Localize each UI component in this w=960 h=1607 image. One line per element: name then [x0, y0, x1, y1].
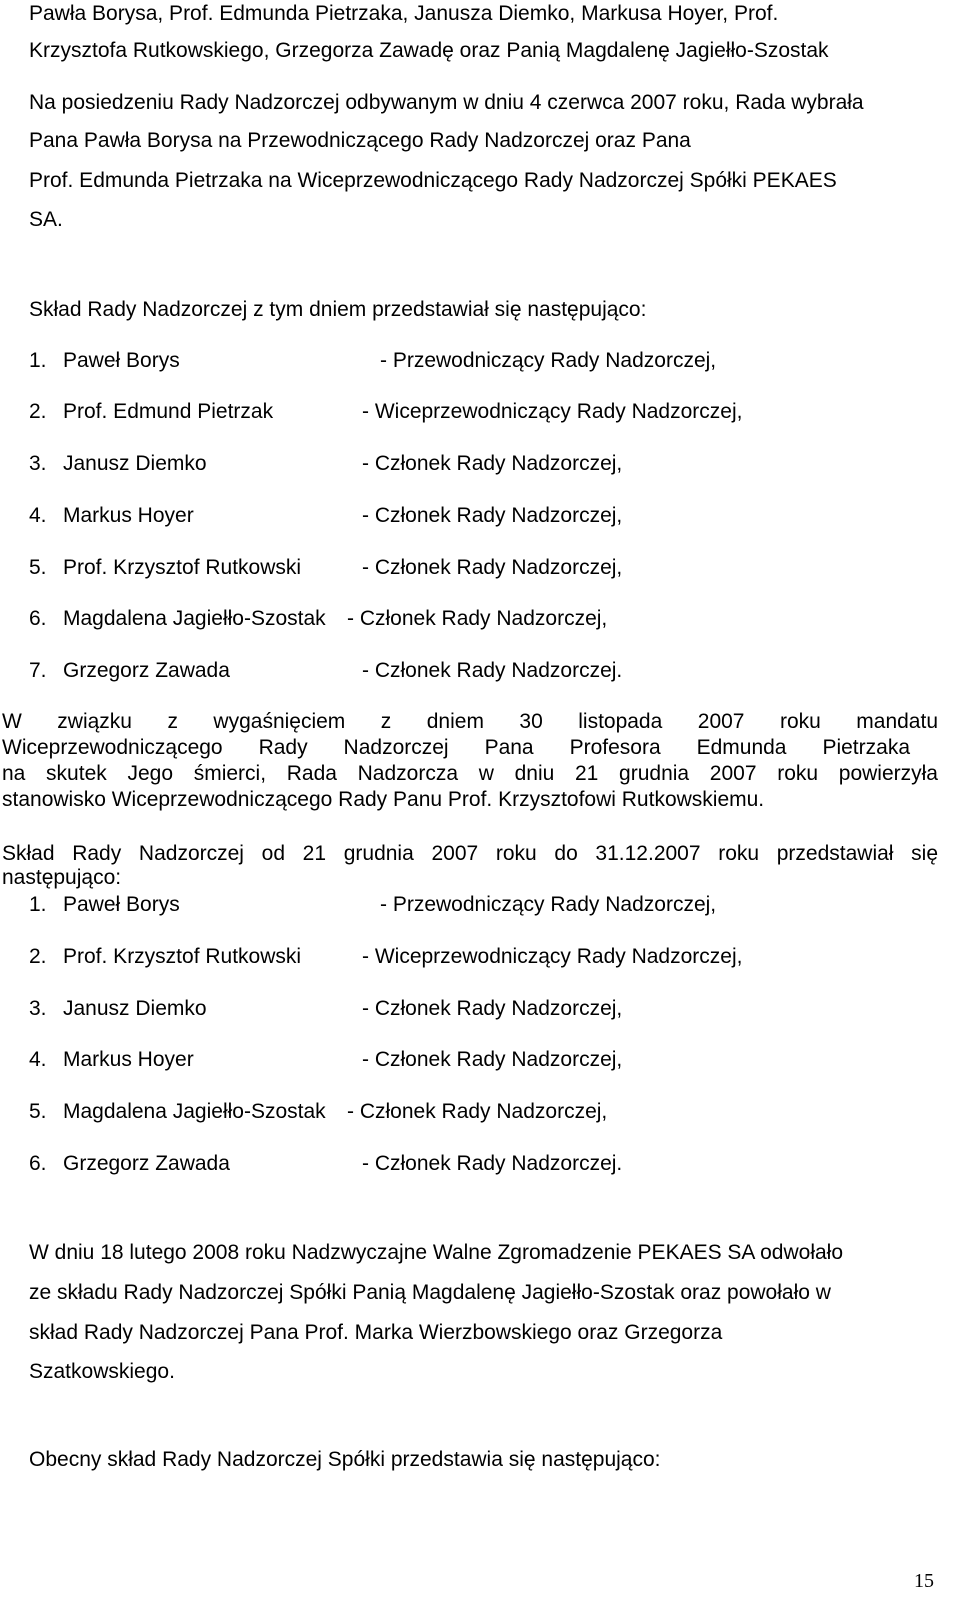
intro-line: Na posiedzeniu Rady Nadzorczej odbywanym w dniu 4 czerwca 2007 roku, Rada wybrała — [29, 91, 864, 114]
member-name: Paweł Borys — [63, 349, 180, 372]
list-item-number: 1. — [29, 349, 47, 372]
member-name: Magdalena Jagiełło-Szostak — [63, 1100, 326, 1123]
member-name: Prof. Krzysztof Rutkowski — [63, 556, 302, 579]
intro-line: Prof. Edmunda Pietrzaka na Wiceprzewodniczącego Rady Nadzorczej Spółki PEKAES — [29, 169, 837, 192]
member-role: - Wiceprzewodniczący Rady Nadzorczej, — [362, 400, 743, 423]
intro-line: Krzysztofa Rutkowskiego, Grzegorza Zawadę oraz Panią Magdalenę Jagiełło-Szostak — [29, 39, 829, 62]
intro-line: Pawła Borysa, Prof. Edmunda Pietrzaka, Janusza Diemko, Markusa Hoyer, Prof. — [29, 2, 779, 25]
member-name: Markus Hoyer — [63, 504, 194, 527]
composition-heading: Skład Rady Nadzorczej z tym dniem przedstawiał się następująco: — [29, 298, 647, 321]
list-item-number: 2. — [29, 400, 47, 423]
member-role: - Wiceprzewodniczący Rady Nadzorczej, — [362, 945, 743, 968]
member-name: Prof. Krzysztof Rutkowski — [63, 945, 302, 968]
list-item — [29, 1100, 929, 1124]
list-item — [29, 504, 929, 528]
list-item-number: 4. — [29, 1048, 47, 1071]
list-item-number: 3. — [29, 452, 47, 475]
member-name: Paweł Borys — [63, 893, 180, 916]
member-name: Markus Hoyer — [63, 1048, 194, 1071]
member-role: - Członek Rady Nadzorczej, — [362, 556, 623, 579]
paragraph-death-line: stanowisko Wiceprzewodniczącego Rady Panu Prof. Krzysztofowi Rutkowskiemu. — [2, 788, 765, 811]
member-role: - Członek Rady Nadzorczej, — [362, 504, 623, 527]
closing-statement: Obecny skład Rady Nadzorczej Spółki przedstawia się następująco: — [29, 1448, 661, 1471]
paragraph-death-line: na skutek Jego śmierci, Rada Nadzorcza w dniu 21 grudnia 2007 roku powierzyła — [2, 762, 938, 785]
list-item-number: 1. — [29, 893, 47, 916]
composition-heading: Skład Rady Nadzorczej od 21 grudnia 2007 roku do 31.12.2007 roku przedstawiał się — [2, 842, 938, 865]
intro-line: Pana Pawła Borysa na Przewodniczącego Rady Nadzorczej oraz Pana — [29, 129, 691, 152]
list-item-number: 5. — [29, 1100, 47, 1123]
member-name: Magdalena Jagiełło-Szostak — [63, 607, 326, 630]
member-role: - Przewodniczący Rady Nadzorczej, — [380, 349, 717, 372]
list-item-number: 2. — [29, 945, 47, 968]
member-role: - Członek Rady Nadzorczej. — [362, 1152, 623, 1175]
paragraph-2008-line: skład Rady Nadzorczej Pana Prof. Marka Wierzbowskiego oraz Grzegorza — [29, 1321, 723, 1344]
list-item — [29, 659, 929, 683]
paragraph-death-line: Wiceprzewodniczącego Rady Nadzorczej Pana Profesora Edmunda Pietrzaka — [2, 736, 910, 759]
paragraph-2008-line: Szatkowskiego. — [29, 1360, 175, 1383]
paragraph-2008-line: ze składu Rady Nadzorczej Spółki Panią Magdalenę Jagiełło-Szostak oraz powołało w — [29, 1281, 831, 1304]
page-number: 15 — [914, 1570, 934, 1592]
list-item-number: 7. — [29, 659, 47, 682]
list-item — [29, 1048, 929, 1072]
member-role: - Przewodniczący Rady Nadzorczej, — [380, 893, 717, 916]
list-item-number: 6. — [29, 607, 47, 630]
list-item — [29, 997, 929, 1021]
list-item — [29, 1152, 929, 1176]
list-item — [29, 452, 929, 476]
member-name: Janusz Diemko — [63, 452, 207, 475]
member-role: - Członek Rady Nadzorczej, — [362, 997, 623, 1020]
list-item — [29, 893, 929, 917]
composition-heading: następująco: — [2, 866, 122, 889]
list-item — [29, 607, 929, 631]
list-item-number: 5. — [29, 556, 47, 579]
paragraph-death-line: W związku z wygaśnięciem z dniem 30 listopada 2007 roku mandatu — [2, 710, 938, 733]
list-item-number: 3. — [29, 997, 47, 1020]
paragraph-2008-line: W dniu 18 lutego 2008 roku Nadzwyczajne Walne Zgromadzenie PEKAES SA odwołało — [29, 1241, 844, 1264]
list-item — [29, 945, 929, 969]
list-item — [29, 556, 929, 580]
list-item-number: 4. — [29, 504, 47, 527]
list-item-number: 6. — [29, 1152, 47, 1175]
member-name: Grzegorz Zawada — [63, 1152, 230, 1175]
member-role: - Członek Rady Nadzorczej, — [347, 1100, 608, 1123]
list-item — [29, 349, 929, 373]
member-role: - Członek Rady Nadzorczej, — [362, 1048, 623, 1071]
member-name: Janusz Diemko — [63, 997, 207, 1020]
member-name: Grzegorz Zawada — [63, 659, 230, 682]
list-item — [29, 400, 929, 424]
member-role: - Członek Rady Nadzorczej, — [362, 452, 623, 475]
member-name: Prof. Edmund Pietrzak — [63, 400, 274, 423]
member-role: - Członek Rady Nadzorczej, — [347, 607, 608, 630]
intro-line: SA. — [29, 208, 63, 231]
member-role: - Członek Rady Nadzorczej. — [362, 659, 623, 682]
